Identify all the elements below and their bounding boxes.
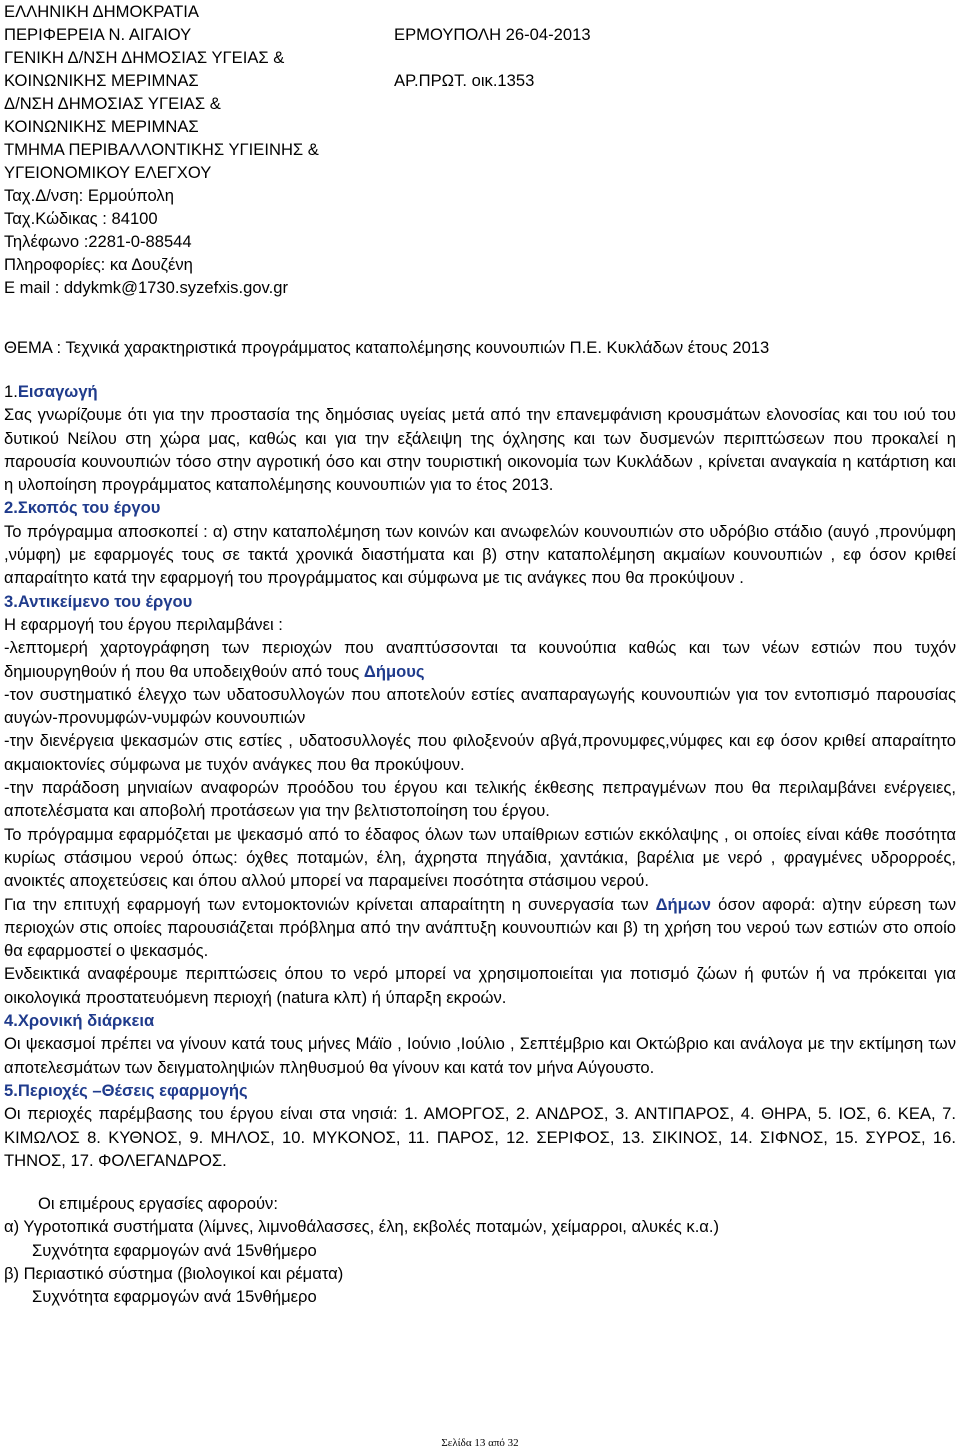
section-number: 1.: [4, 382, 18, 401]
section-heading-areas: [4, 1079, 956, 1102]
emphasis-text: Δήμους: [363, 661, 425, 681]
header-line: Δ/ΝΣΗ ΔΗΜΟΣΙΑΣ ΥΓΕΙΑΣ &: [4, 94, 221, 113]
work-frequency: Συχνότητα εφαρμογών ανά 15νθήμερο: [32, 1287, 317, 1307]
list-item: [4, 636, 956, 683]
paragraph: Σας γνωρίζουμε ότι για την προστασία της δημόσιας υγείας μετά από την επανεμφάνιση κρουσμάτων ελονοσίας και του ιού του δυτικού Νείλου στη χώρα μας, καθώς και για την εξάλειψη της όχλησης και των δυσμενών περιπτώσεων που προκαλεί η παρουσία κουνουπιών τόσο στην αγροτική όσο και στην τουριστική οικονομία των Κυκλάδων , κρίνεται αναγκαία η κατάρτιση και η υλοποίηση προγράμματος καταπολέμησης κουνουπιών για το έτος 2013.: [4, 405, 956, 495]
header-line: ΚΟΙΝΩΝΙΚΗΣ ΜΕΡΙΜΝΑΣ: [4, 117, 199, 136]
paragraph-text: όσον αφορά: α)την εύρεση των περιοχών στις οποίες παρουσιάζεται πρόβλημα από την ανάπτυξη κουνουπιών και β) τη χρήση του νερού των εστιών στο οποίο θα εφαρμοστεί ο ψεκασμός.: [4, 894, 957, 961]
paragraph: Ενδεικτικά αναφέρουμε περιπτώσεις όπου το νερό μπορεί να χρησιμοποιείται για ποτισμό ζώων ή φυτών ή να πρόκειται για οικολογικά προστατευόμενη περιοχή (natura κλπ) ή ύπαρξη εκροών.: [4, 964, 956, 1007]
header-line: ΕΛΛΗΝΙΚΗ ΔΗΜΟΚΡΑΤΙΑ: [4, 2, 199, 21]
section-title: Αντικείμενο του έργου: [17, 591, 193, 611]
header-line: ΤΜΗΜΑ ΠΕΡΙΒΑΛΛΟΝΤΙΚΗΣ ΥΓΙΕΙΝΗΣ &: [4, 140, 319, 159]
paragraph: Η εφαρμογή του έργου περιλαμβάνει :: [4, 614, 283, 634]
header-line: Τηλέφωνο :2281-0-88544: [4, 232, 192, 251]
paragraph: Το πρόγραμμα αποσκοπεί : α) στην καταπολέμηση των κοινών και ανωφελών κουνουπιών στο υδρόβιο στάδιο (αυγό ,πρoνύμφη ,νύμφη) με εφαρμογές τους σε τακτά χρονικά διαστήματα και β) στην καταπολέμηση ακμαίων κουνουπιών , εφ όσον κριθεί απαραίτητο κατά την εφαρμογή του προγράμματος και σύμφωνα με τις ανάγκες που θα προκύψουν .: [4, 521, 956, 588]
section-title: Εισαγωγή: [17, 382, 98, 401]
document-body: [4, 380, 956, 1309]
list-item: -τον συστηματικό έλεγχο των υδατοσυλλογών που αποτελούν εστίες αναπαραγωγής κουνουπιών για τον εντοπισμό παρουσίας αυγών-προνυμφών-νυμφών κουνουπιών: [4, 684, 956, 728]
section-title: Χρονική διάρκεια: [17, 1011, 155, 1031]
page-number-footer: Σελίδα 13 από 32: [441, 1437, 519, 1449]
works-intro: Οι επιμέρους εργασίες αφορούν:: [38, 1194, 278, 1214]
emphasis-text: Δήμων: [655, 894, 712, 914]
list-item: -την διενέργεια ψεκασμών στις εστίες , υδατοσυλλογές που φιλοξενούν αβγά,προνυμφες,νύμφες και εφ όσον κριθεί απαραίτητο ακμαιοκτονίες σύμφωνα με τυχόν ανάγκες που θα προκύψουν.: [4, 731, 956, 774]
header-line: Ταχ.Κώδικας : 84100: [4, 209, 158, 228]
email-line: E mail : ddykmk@1730.syzefxis.gov.gr: [4, 278, 288, 297]
header-line: ΠΕΡΙΦΕΡΕΙΑ Ν. ΑΙΓΑΙΟΥ: [4, 25, 192, 44]
header-line: ΥΓΕΙΟΝΟΜΙΚΟΥ ΕΛΕΓΧΟΥ: [4, 163, 212, 182]
list-item-text: -λεπτομερή χαρτογράφηση των περιοχών που αναπτύσσονται τα κουνούπια καθώς και των νέων εστιών που τυχόν δημιουργηθούν ή που θα υποδειχθούν από τους: [4, 638, 956, 681]
document-date: ΕΡΜΟΥΠΟΛΗ 26-04-2013: [394, 25, 591, 44]
paragraph: Οι περιοχές παρέμβασης του έργου είναι στα νησιά: 1. ΑΜΟΡΓΟΣ, 2. ΑΝΔΡΟΣ, 3. ΑΝΤΙΠΑΡΟΣ, 4. ΘΗΡΑ, 5. ΙΟΣ, 6. ΚΕΑ, 7. ΚΙΜΩΛΟΣ 8. ΚΥΘΝΟΣ, 9. ΜΗΛΟΣ, 10. ΜΥΚΟΝΟΣ, 11. ΠΑΡΟΣ, 12. ΣΕΡΙΦΟΣ, 13. ΣΙΚΙΝΟΣ, 14. ΣΙΦΝΟΣ, 15. ΣΥΡΟΣ, 16. ΤΗΝΟΣ, 17. ΦΟΛΕΓΑΝΔΡΟΣ.: [4, 1104, 956, 1170]
section-number: 4.: [4, 1011, 18, 1031]
work-item: β) Περιαστικό σύστημα (βιολογικοί και ρέματα): [4, 1263, 344, 1283]
header-line: Ταχ.Δ/νση: Ερμούπολη: [4, 186, 174, 205]
header-line: ΚΟΙΝΩΝΙΚΗΣ ΜΕΡΙΜΝΑΣ: [4, 71, 199, 90]
subject-line: ΘΕΜΑ : Τεχνικά χαρακτηριστικά προγράμματος καταπολέμησης κουνουπιών Π.Ε. Κυκλάδων έτους 2013: [4, 338, 770, 357]
header-line: ΓΕΝΙΚΗ Δ/ΝΣΗ ΔΗΜΟΣΙΑΣ ΥΓΕΙΑΣ &: [4, 48, 285, 67]
section-heading-purpose: [4, 496, 956, 519]
header-line: Πληροφορίες: κα Δουζένη: [4, 255, 193, 274]
paragraph-text: Για την επιτυχή εφαρμογή των εντομοκτονιών κρίνεται απαραίτητη η συνεργασία των: [4, 894, 656, 914]
section-title: Περιοχές –Θέσεις εφαρμογής: [17, 1080, 248, 1100]
protocol-number: ΑΡ.ΠΡΩΤ. οικ.1353: [394, 71, 535, 90]
section-number: 5.: [4, 1080, 18, 1100]
work-item: α) Υγροτοπικά συστήματα (λίμνες, λιμνοθάλασσες, έλη, εκβολές ποταμών, χείμαρροι, αλυκές κ.α.): [4, 1217, 720, 1237]
section-number: 3.: [4, 591, 18, 611]
section-heading-introduction: [4, 380, 956, 403]
section-number: 2.: [4, 498, 18, 518]
paragraph: Το πρόγραμμα εφαρμόζεται με ψεκασμό από το έδαφος όλων των υπαίθριων εστιών εκκόλαψης , οι οποίες είναι κάθε ποσότητα κυρίως στάσιμου νερού όπως: όχθες ποταμών, έλη, άχρηστα πηγάδια, χαντάκια, βαρέλια με νερό , φραγμένες υδρορροές, ανοικτές αποχετεύσεις και όπου αλλού μπορεί να παραμείνει ποσότητα στάσιμου νερού.: [4, 824, 956, 891]
paragraph: Οι ψεκασμοί πρέπει να γίνουν κατά τους μήνες Μάϊο , Ιούνιο ,Ιούλιο , Σεπτέμβριο και Οκτώβριο και ανάλογα με την εκτίμηση των αποτελεσμάτων των δειγματοληψιών πληθυσμού θα γίνουν και κατά τον μήνα Αύγουστο.: [4, 1034, 956, 1077]
paragraph: [4, 893, 956, 963]
section-heading-duration: [4, 1009, 956, 1032]
spacer: [4, 1172, 956, 1192]
section-heading-scope: [4, 590, 956, 613]
section-title: Σκοπός του έργου: [17, 498, 161, 518]
work-frequency: Συχνότητα εφαρμογών ανά 15νθήμερο: [32, 1240, 317, 1260]
list-item: -την παράδοση μηνιαίων αναφορών προόδου του έργου και τελικής έκθεσης πεπραγμένων που θα περιλαμβάνει ενέργειες, αποτελέσματα και αποβολή προτάσεων για την βελτιστοποίηση του έργου.: [4, 778, 956, 821]
